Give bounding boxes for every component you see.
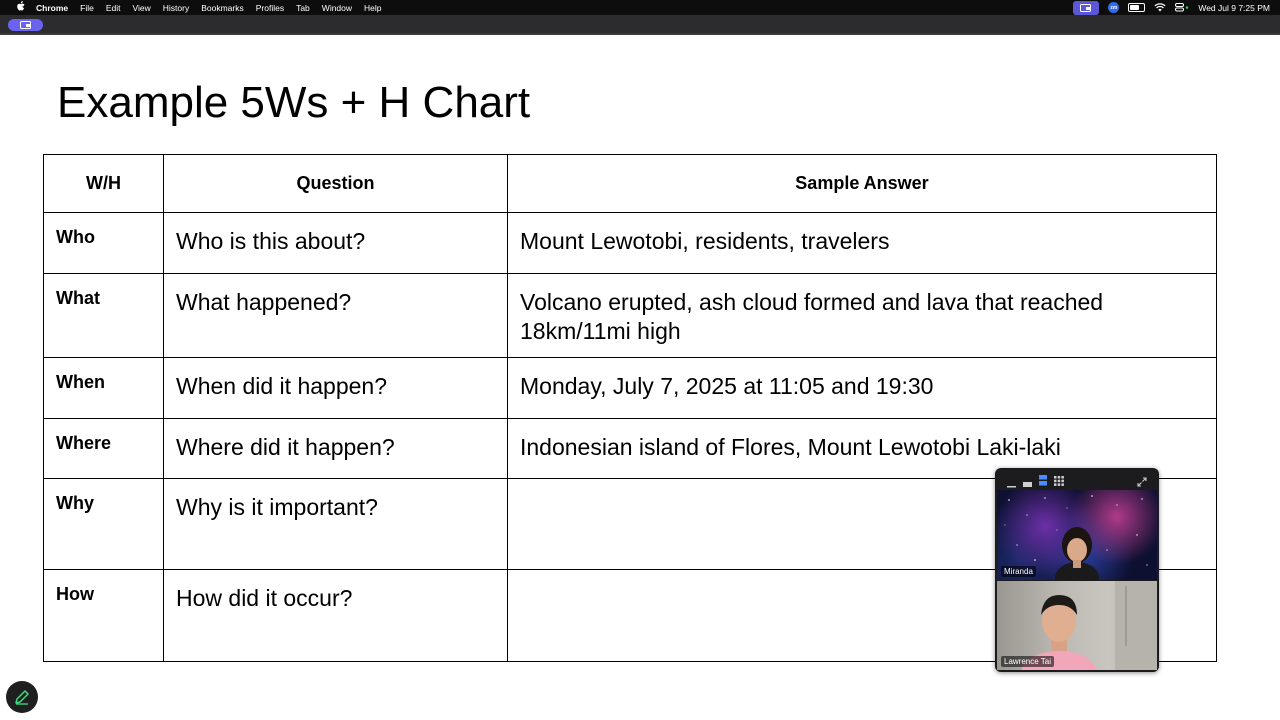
participant-name-label: Miranda: [1001, 566, 1036, 577]
header-question: Question: [164, 155, 508, 213]
zoom-video-panel[interactable]: [995, 468, 1159, 672]
menu-tab[interactable]: Tab: [296, 2, 310, 13]
toolbar-divider: [0, 33, 1280, 35]
menu-view[interactable]: View: [132, 2, 151, 13]
table-row: [44, 358, 1217, 419]
row-where-label: Where: [44, 419, 164, 479]
menubar-status-area: [1073, 0, 1270, 15]
gallery-view-icon[interactable]: [1054, 473, 1064, 491]
table-header-row: [44, 155, 1217, 213]
menu-file[interactable]: File: [80, 2, 94, 13]
speaker-view-icon[interactable]: [1039, 473, 1047, 491]
row-why-label: Why: [44, 479, 164, 570]
participant-name-label: Lawrence Tai: [1001, 656, 1054, 667]
header-wh: W/H: [44, 155, 164, 213]
row-who-question: Who is this about?: [164, 213, 508, 274]
row-who-answer: Mount Lewotobi, residents, travelers: [508, 213, 1217, 274]
row-what-label: What: [44, 274, 164, 358]
row-how-label: How: [44, 570, 164, 662]
header-sample-answer: Sample Answer: [508, 155, 1217, 213]
row-what-question: What happened?: [164, 274, 508, 358]
menu-profiles[interactable]: Profiles: [255, 2, 285, 13]
menu-app-chrome[interactable]: Chrome: [36, 2, 69, 13]
menu-window[interactable]: Window: [321, 2, 353, 13]
menu-bookmarks[interactable]: Bookmarks: [201, 2, 244, 13]
menu-history[interactable]: History: [162, 2, 190, 13]
row-why-question: Why is it important?: [164, 479, 508, 570]
row-what-answer: Volcano erupted, ash cloud formed and lava that reached 18km/11mi high: [508, 274, 1217, 358]
zoom-share-toolbar: [0, 15, 1280, 35]
table-row: [44, 213, 1217, 274]
control-center-icon[interactable]: [1175, 0, 1189, 15]
row-where-question: Where did it happen?: [164, 419, 508, 479]
macos-menu-bar: [0, 0, 1280, 15]
menu-edit[interactable]: Edit: [105, 2, 121, 13]
participant-video-tile[interactable]: [997, 581, 1157, 670]
menu-help[interactable]: Help: [364, 2, 382, 13]
zoom-app-icon[interactable]: zm: [1108, 2, 1119, 13]
annotate-button[interactable]: [6, 681, 38, 713]
slide-title: Example 5Ws + H Chart: [57, 78, 531, 127]
row-when-answer: Monday, July 7, 2025 at 11:05 and 19:30: [508, 358, 1217, 419]
menubar-clock[interactable]: Wed Jul 9 7:25 PM: [1198, 2, 1270, 13]
row-how-question: How did it occur?: [164, 570, 508, 662]
wifi-icon[interactable]: [1154, 0, 1166, 15]
row-when-label: When: [44, 358, 164, 419]
pencil-icon: [13, 688, 31, 706]
row-when-question: When did it happen?: [164, 358, 508, 419]
battery-icon[interactable]: [1128, 3, 1145, 12]
participant-video-tile[interactable]: [997, 490, 1157, 580]
table-row: [44, 274, 1217, 358]
apple-menu-icon[interactable]: [12, 1, 28, 14]
zoom-screen-share-icon[interactable]: [1073, 1, 1099, 15]
row-who-label: Who: [44, 213, 164, 274]
zoom-share-pill-button[interactable]: [8, 19, 43, 31]
video-panel-toolbar: [995, 468, 1159, 490]
row-where-answer: Indonesian island of Flores, Mount Lewotobi Laki-laki: [508, 419, 1217, 479]
